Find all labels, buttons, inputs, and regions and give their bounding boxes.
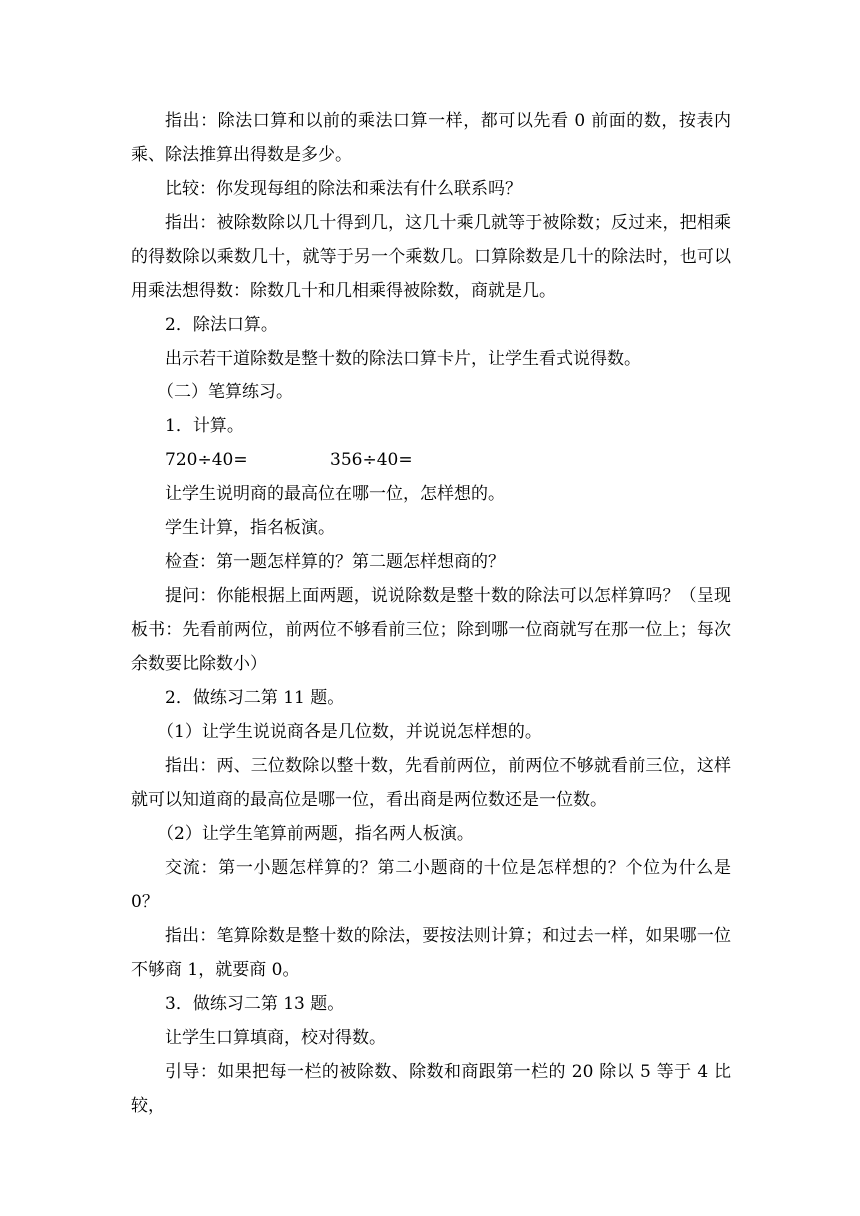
- paragraph: 提问：你能根据上面两题，说说除数是整十数的除法可以怎样算吗？（呈现板书：先看前两位，前两位不够看前三位；除到哪一位商就写在那一位上；每次余数要比除数小）: [131, 586, 731, 674]
- paragraph: 3．做练习二第 13 题。: [165, 994, 345, 1014]
- paragraph: 比较：你发现每组的除法和乘法有什么联系吗？: [165, 179, 522, 199]
- paragraph: 2．除法口算。: [165, 315, 278, 335]
- calc-expression-1: 720÷40=: [165, 450, 248, 470]
- paragraph: （二）笔算练习。: [157, 382, 293, 402]
- paragraph: 指出：除法口算和以前的乘法口算一样，都可以先看 0 前面的数，按表内乘、除法推算出得数是多少。: [131, 111, 731, 165]
- paragraph: 让学生口算填商，校对得数。: [165, 1028, 386, 1048]
- paragraph: 引导：如果把每一栏的被除数、除数和商跟第一栏的 20 除以 5 等于 4 比较，: [131, 1062, 731, 1116]
- paragraph: 交流：第一小题怎样算的？第二小题商的十位是怎样想的？个位为什么是 0？: [131, 858, 731, 912]
- paragraph: 让学生说明商的最高位在哪一位，怎样想的。: [165, 484, 505, 504]
- paragraph: 2．做练习二第 11 题。: [165, 688, 345, 708]
- paragraph: 指出：被除数除以几十得到几，这几十乘几就等于被除数；反过来，把相乘的得数除以乘数几十，就等于另一个乘数几。口算除数是几十的除法时，也可以用乘法想得数：除数几十和几相乘得被除数，商就是几。: [131, 213, 731, 301]
- paragraph: 出示若干道除数是整十数的除法口算卡片，让学生看式说得数。: [165, 349, 641, 369]
- calc-expression-2: 356÷40=: [330, 450, 413, 470]
- paragraph: 检查：第一题怎样算的？第二题怎样想商的？: [165, 552, 505, 572]
- paragraph: 学生计算，指名板演。: [165, 518, 335, 538]
- paragraph: 指出：笔算除数是整十数的除法，要按法则计算；和过去一样，如果哪一位不够商 1，就要商 0。: [131, 926, 731, 980]
- paragraph: 指出：两、三位数除以整十数，先看前两位，前两位不够就看前三位，这样就可以知道商的最高位是哪一位，看出商是两位数还是一位数。: [131, 756, 731, 810]
- paragraph: 1．计算。: [165, 416, 244, 436]
- paragraph: （2）让学生笔算前两题，指名两人板演。: [157, 824, 474, 844]
- paragraph: （1）让学生说说商各是几位数，并说说怎样想的。: [157, 722, 542, 742]
